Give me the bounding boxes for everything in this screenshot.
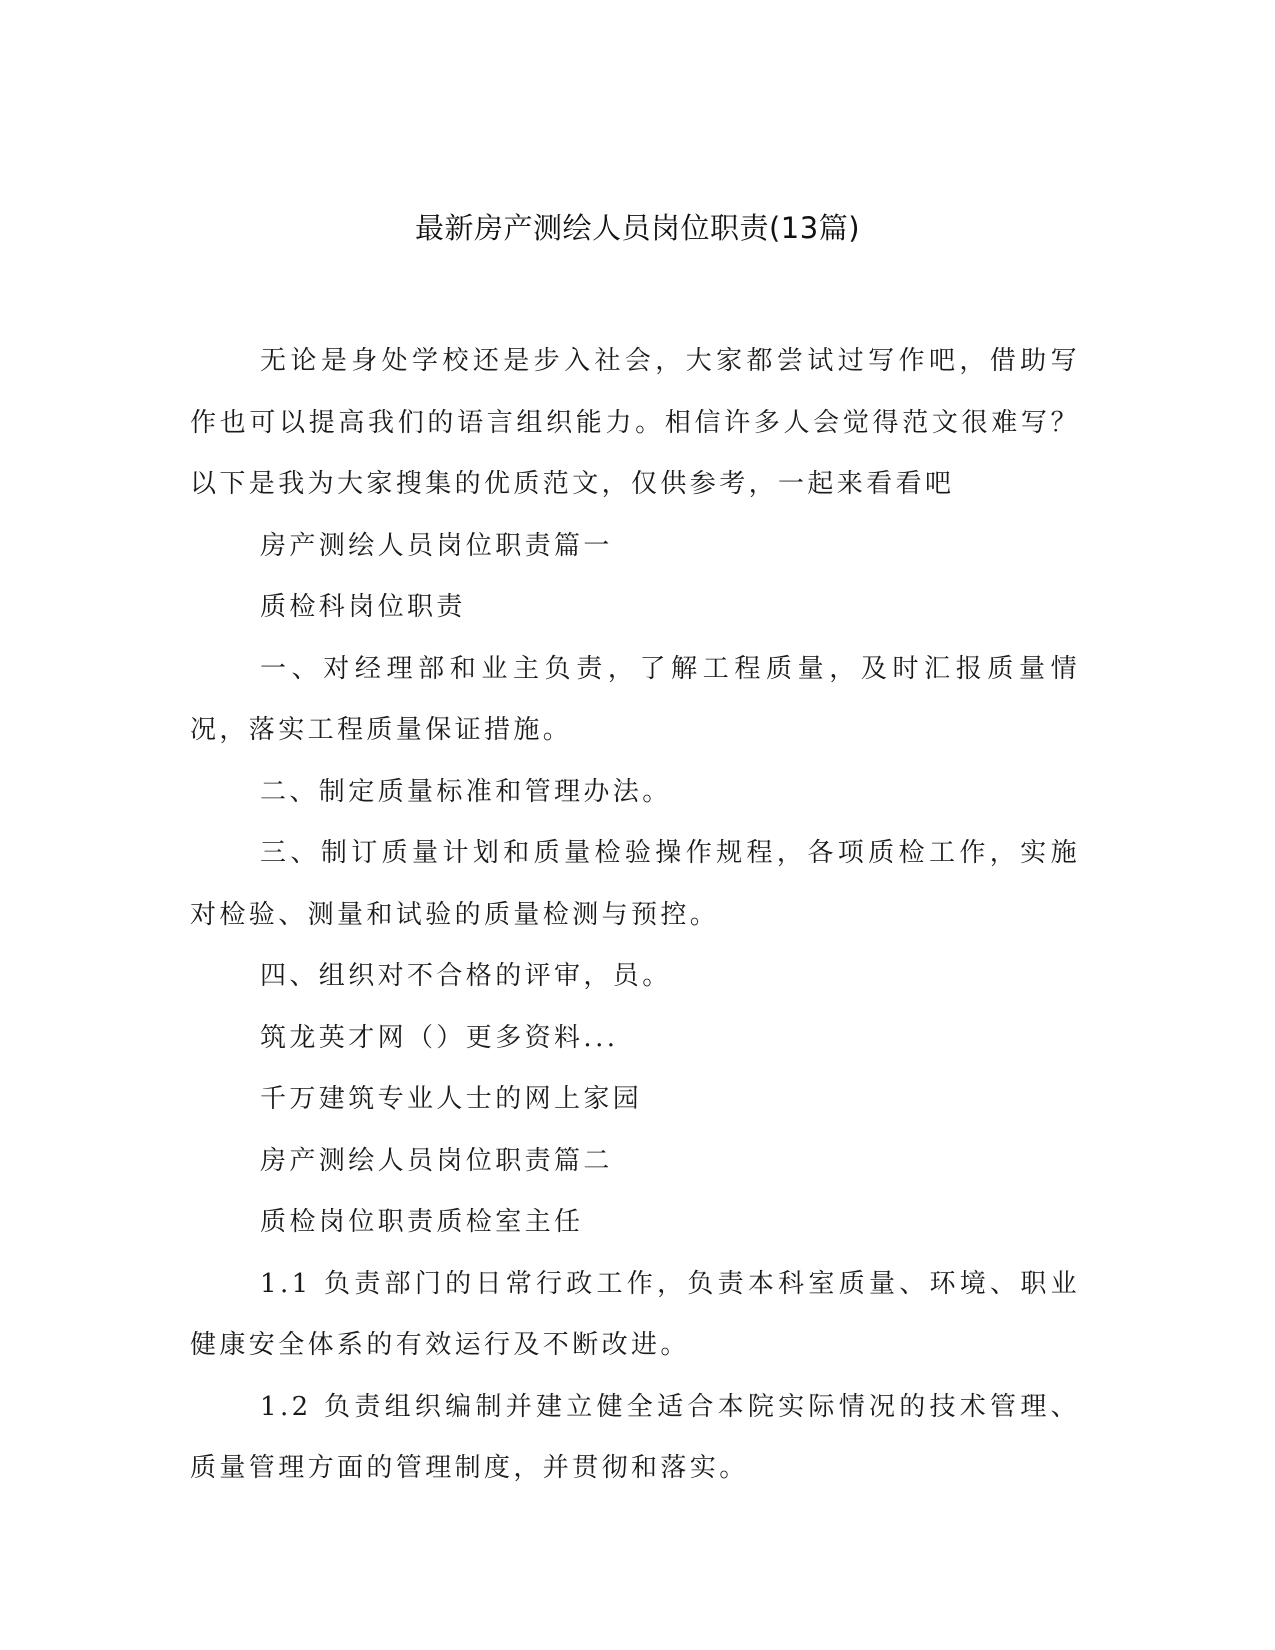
section-heading-2: 房产测绘人员岗位职责篇二	[260, 1145, 613, 1176]
section-heading-1: 房产测绘人员岗位职责篇一	[260, 530, 613, 561]
duty-item-2: 二、制定质量标准和管理办法。	[260, 776, 672, 807]
subheading-qc-dept: 质检科岗位职责	[260, 592, 466, 622]
duty-item-1: 一、对经理部和业主负责，了解工程质量，及时汇报质量情况，落实工程质量保证措施。	[190, 653, 1080, 745]
subheading-qc-director: 质检岗位职责质检室主任	[260, 1207, 584, 1237]
duty-item-3: 三、制订质量计划和质量检验操作规程，各项质检工作，实施对检验、测量和试验的质量检测与预控。	[190, 838, 1080, 930]
duty-item-4: 四、组织对不合格的评审，员。	[260, 961, 672, 991]
duty-item-1-1: 1.1 负责部门的日常行政工作，负责本科室质量、环境、职业健康安全体系的有效运行及不断改进。	[190, 1268, 1080, 1360]
document-body	[190, 331, 1080, 1500]
source-tagline: 千万建筑专业人士的网上家园	[260, 1084, 643, 1114]
intro-paragraph: 无论是身处学校还是步入社会，大家都尝试过写作吧，借助写作也可以提高我们的语言组织能力。相信许多人会觉得范文很难写？以下是我为大家搜集的优质范文，仅供参考，一起来看看吧	[190, 346, 1080, 499]
document-title: 最新房产测绘人员岗位职责(13篇)	[414, 211, 861, 245]
duty-item-1-2: 1.2 负责组织编制并建立健全适合本院实际情况的技术管理、质量管理方面的管理制度，并贯彻和落实。	[190, 1391, 1080, 1483]
source-note: 筑龙英才网（）更多资料...	[260, 1022, 619, 1053]
